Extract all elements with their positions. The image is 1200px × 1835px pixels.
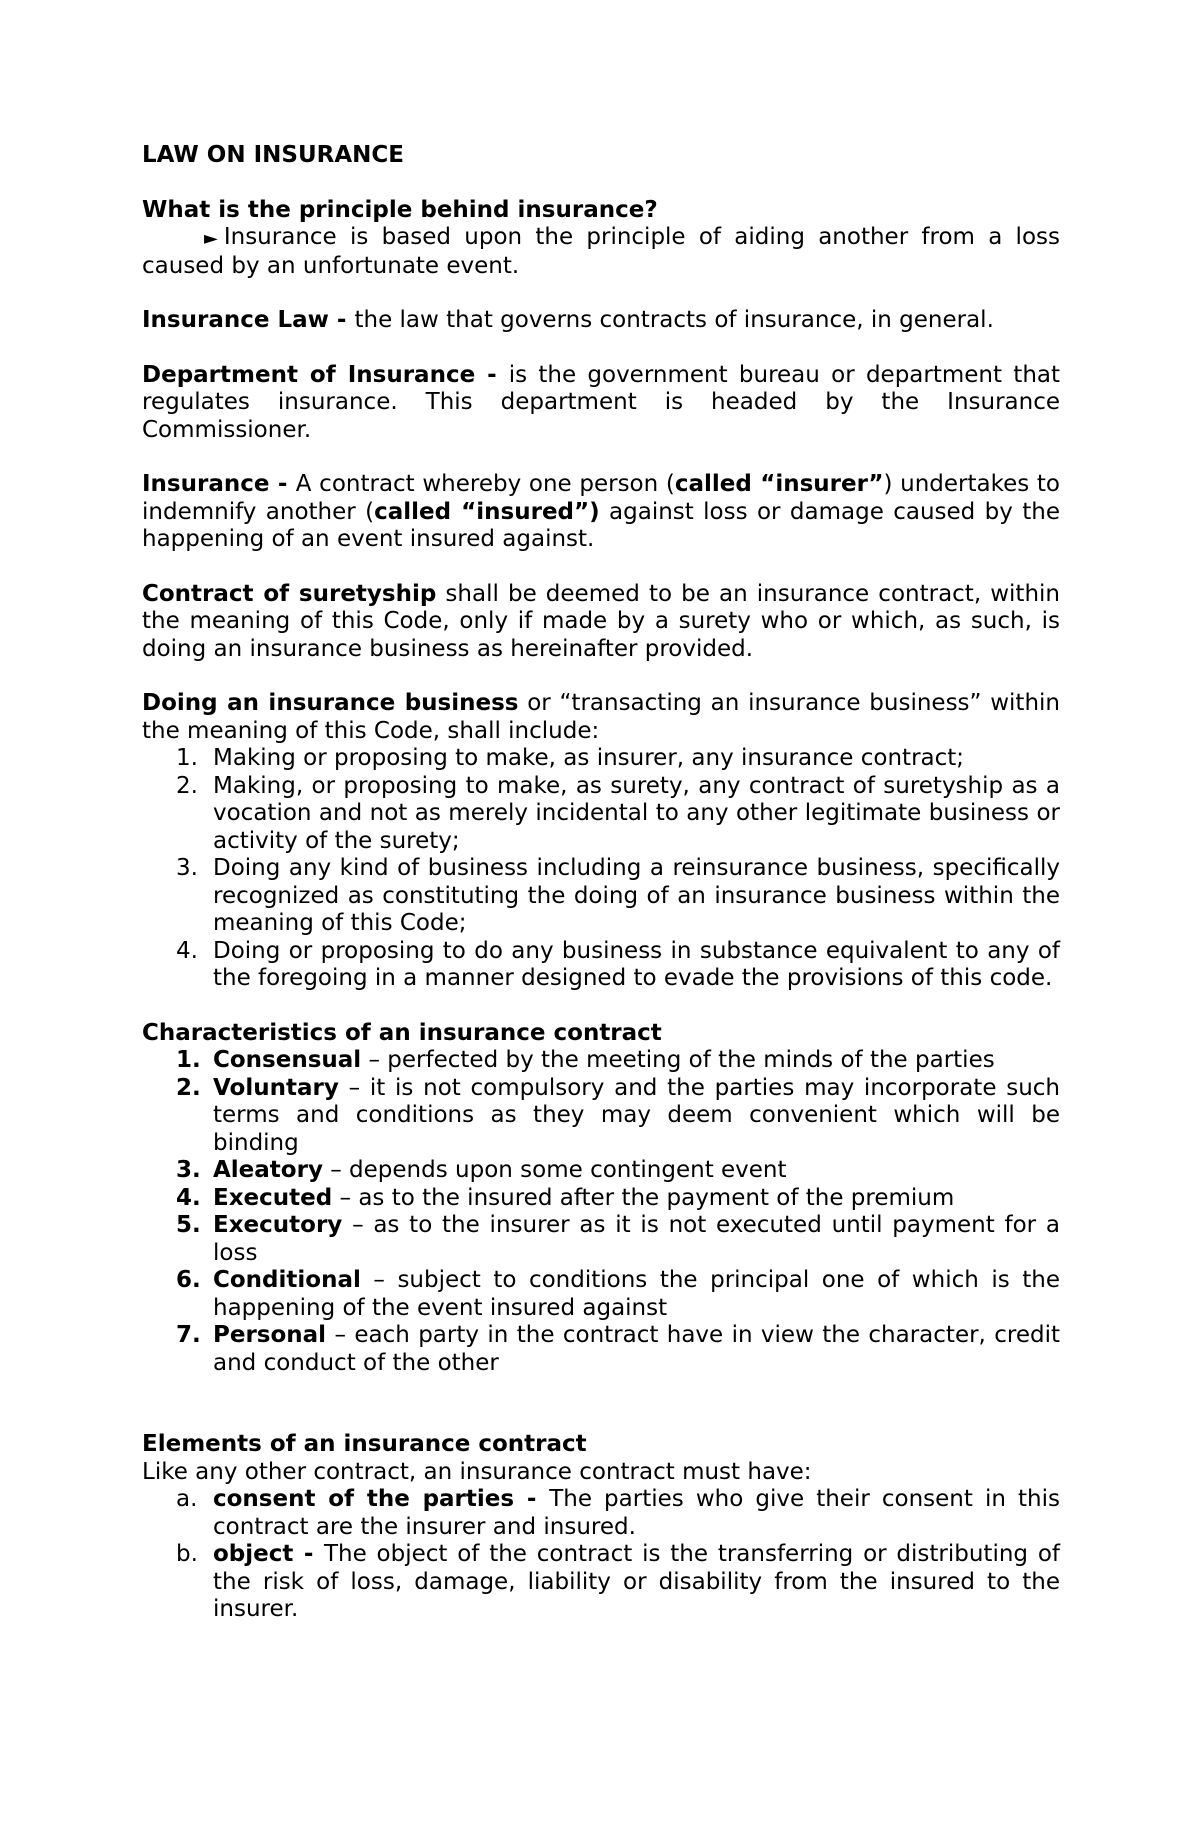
suretyship-definition: [142, 581, 1060, 664]
element-separator: -: [514, 1486, 550, 1512]
list-item: [142, 1267, 1060, 1322]
list-number: 7.: [176, 1322, 201, 1348]
characteristic-text: – as to the insured after the payment of the premium: [332, 1184, 955, 1211]
right-pointing-triangle-icon: ►: [204, 228, 218, 249]
insurer-label: called “insurer”: [674, 471, 884, 497]
list-item: [142, 938, 1060, 993]
insurance-law-text: the law that governs contracts of insurance, in general.: [354, 307, 994, 333]
doing-business-term: Doing an insurance business: [142, 690, 519, 716]
insurance-term: Insurance: [142, 471, 270, 497]
characteristics-list: [142, 1047, 1060, 1377]
characteristic-term: Executory: [213, 1212, 343, 1238]
insurance-law-definition: [142, 307, 1060, 335]
characteristic-term: Consensual: [213, 1047, 362, 1073]
principle-answer-text: Insurance is based upon the principle of aiding another from a loss caused by an unfortunate event.: [142, 224, 1060, 279]
list-number: 4.: [176, 1184, 201, 1211]
list-number: 2.: [176, 1074, 201, 1101]
list-item: [142, 745, 1060, 773]
list-number: 3.: [176, 855, 198, 881]
characteristic-term: Aleatory: [213, 1157, 323, 1183]
principle-question: What is the principle behind insurance?: [142, 196, 658, 223]
element-term: consent of the parties: [213, 1486, 515, 1512]
department-term: Department of Insurance: [142, 361, 476, 388]
characteristic-term: Conditional: [213, 1267, 361, 1293]
list-item-text: Making or proposing to make, as insurer, any insurance contract;: [213, 745, 965, 771]
list-number: 6.: [176, 1267, 201, 1293]
element-text: The object of the contract is the transferring or distributing of the risk of loss, damage, liability or disability from the insured to the insurer.: [213, 1541, 1060, 1622]
characteristic-text: – each party in the contract have in view the character, credit and conduct of the other: [213, 1322, 1060, 1376]
document-page: [142, 142, 1060, 1624]
insurance-law-term: Insurance Law: [142, 307, 329, 333]
elements-list: [142, 1486, 1060, 1624]
list-number: 1.: [176, 745, 198, 771]
doing-business-definition: [142, 690, 1060, 745]
characteristic-text: – depends upon some contingent event: [322, 1157, 787, 1183]
insurance-text-3: against loss or damage caused by the happening of an event insured against.: [142, 498, 1061, 552]
department-separator: -: [475, 361, 509, 388]
list-letter: a.: [176, 1486, 198, 1512]
characteristic-text: – as to the insurer as it is not executed until payment for a loss: [213, 1212, 1060, 1266]
list-item: [142, 1541, 1060, 1624]
list-number: 5.: [176, 1212, 201, 1238]
suretyship-text: shall be deemed to be an insurance contract, within the meaning of this Code, only if made by a surety who or which, as such, is doing an insurance business as hereinafter provided.: [142, 580, 1060, 662]
characteristic-text: – it is not compulsory and the parties may incorporate such terms and conditions as they may deem convenient which will be binding: [213, 1074, 1060, 1156]
list-item-text: Doing any kind of business including a reinsurance business, specifically recognized as constituting the doing of an insurance business within the meaning of this Code;: [213, 855, 1060, 936]
characteristic-text: – perfected by the meeting of the minds of the parties: [361, 1047, 995, 1073]
characteristic-term: Personal: [213, 1322, 327, 1348]
doing-business-intro: or “transacting an insurance business” within the meaning of this Code, shall include:: [142, 690, 1060, 744]
characteristic-term: Executed: [213, 1184, 333, 1211]
list-item: [142, 1047, 1060, 1075]
elements-intro: Like any other contract, an insurance contract must have:: [142, 1458, 812, 1485]
list-item: [142, 855, 1060, 938]
department-definition: [142, 362, 1060, 445]
insurance-text-1: A contract whereby one person (: [295, 471, 675, 497]
principle-answer: [142, 224, 1060, 280]
insurance-definition: [142, 471, 1060, 554]
insured-label: called “insured”): [374, 498, 600, 525]
element-text: The parties who give their consent in this contract are the insurer and insured.: [213, 1486, 1060, 1540]
insurance-separator: -: [269, 471, 296, 497]
doing-business-list: [142, 745, 1060, 993]
element-separator: -: [293, 1541, 324, 1567]
list-letter: b.: [176, 1541, 198, 1567]
department-text: is the government bureau or department that regulates insurance. This department is headed by the Insurance Commissioner.: [142, 361, 1061, 443]
list-item-text: Making, or proposing to make, as surety, any contract of suretyship as a vocation and not as merely incidental to any other legitimate business or activity of the surety;: [213, 772, 1060, 854]
list-number: 3.: [176, 1157, 201, 1183]
list-number: 2.: [176, 772, 198, 799]
insurance-text-2: ) undertakes to indemnify another (: [142, 471, 1060, 525]
list-item: [142, 1212, 1060, 1267]
list-number: 1.: [176, 1047, 201, 1073]
elements-heading: Elements of an insurance contract: [142, 1431, 587, 1457]
list-item: [142, 1157, 1060, 1185]
list-item: [142, 1185, 1060, 1213]
list-item: [142, 773, 1060, 856]
element-term: object: [213, 1541, 294, 1567]
list-item: [142, 1322, 1060, 1377]
list-item: [142, 1075, 1060, 1158]
characteristics-heading: Characteristics of an insurance contract: [142, 1019, 662, 1046]
suretyship-term: Contract of suretyship: [142, 580, 437, 607]
characteristic-term: Voluntary: [213, 1074, 339, 1101]
list-number: 4.: [176, 937, 198, 964]
list-item: [142, 1486, 1060, 1541]
insurance-law-separator: -: [328, 307, 355, 333]
document-title: LAW ON INSURANCE: [142, 142, 405, 168]
list-item-text: Doing or proposing to do any business in substance equivalent to any of the foregoing in a manner designed to evade the provisions of this code.: [213, 937, 1060, 991]
characteristic-text: – subject to conditions the principal one of which is the happening of the event insured against: [213, 1267, 1060, 1321]
